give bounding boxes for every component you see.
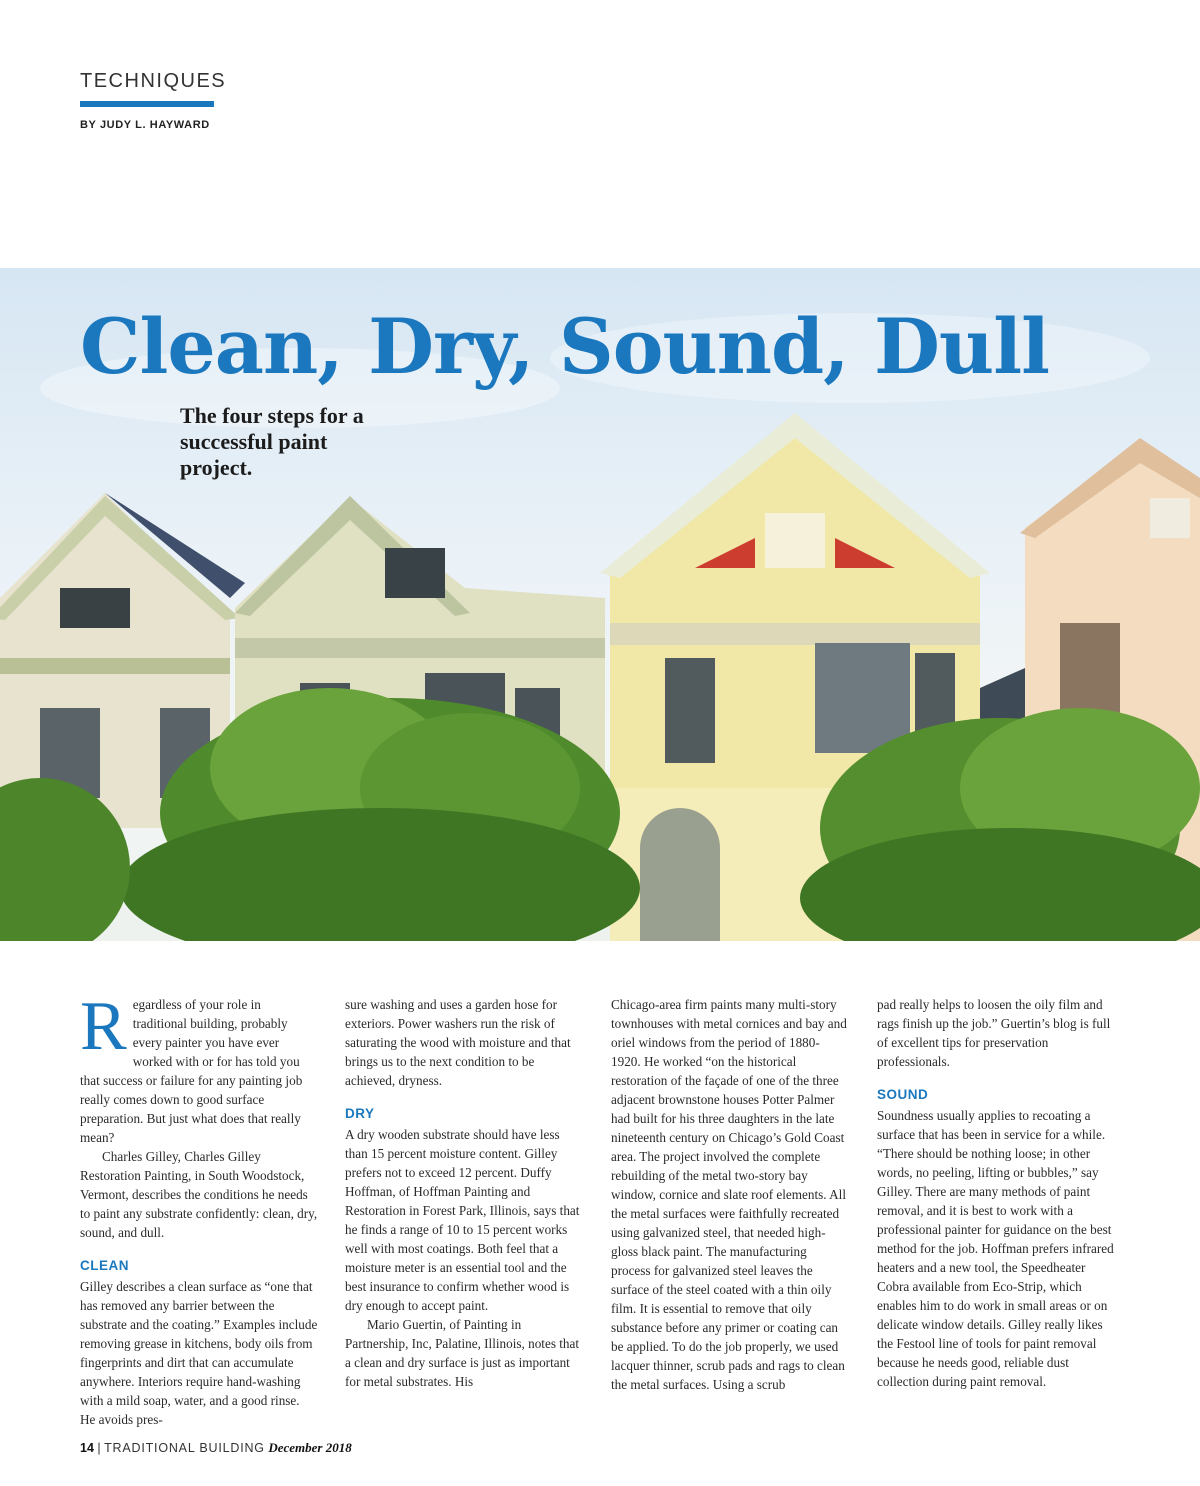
paragraph: sure washing and uses a garden hose for exteriors. Power washers run the risk of saturating the wood with moisture and that brings us to the next condition to be achieved, dryness. xyxy=(345,997,571,1088)
paragraph: A dry wooden substrate should have less than 15 percent moisture content. Gilley prefers not to exceed 12 percent. Duffy Hoffman, of Hoffman Painting and Restoration in Forest Park, Illinois, says that he finds a range of 10 to 15 percent works well with most coatings. Both feel that a moisture meter is an essential tool and the best insurance to confirm whether wood is dry enough to accept paint. xyxy=(345,1127,580,1313)
paragraph: pad really helps to loosen the oily film and rags finish up the job.” Guertin’s blog is full of excellent tips for preservation professionals. xyxy=(877,997,1111,1069)
byline: BY JUDY L. HAYWARD xyxy=(80,119,210,131)
column-1 xyxy=(80,988,318,1429)
article-deck: The four steps for a successful paint project. xyxy=(180,403,364,480)
page-footer xyxy=(80,1440,352,1456)
paragraph: Chicago-area firm paints many multi-story townhouses with metal cornices and bay and oriel windows from the period of 1880-1920. He worked “on the historical restoration of the façade of one of the three adjacent brownstone houses Potter Palmer had built for his three daughters in the late nineteenth century on Chicago’s Gold Coast area. The project involved the complete rebuilding of the metal two-story bay window, cornice and slate roof elements. All the metal surfaces were faithfully recreated using galvanized steel, that needed high-gloss black paint. The manufacturing process for galvanized steel leaves the surface of the steel coated with a thin oily film. It is essential to remove that oily substance before any primer or coating can be applied. To do the job properly, we used lacquer thinner, scrub pads and rags to clean the metal surfaces. Using a scrub xyxy=(611,997,847,1392)
page-number: 14 xyxy=(80,1441,94,1455)
paragraph: Charles Gilley, Charles Gilley Restoration Painting, in South Woodstock, Vermont, describes the conditions he needs to paint any substrate confidently: clean, dry, sound, and dull. xyxy=(80,1149,318,1240)
column-2 xyxy=(345,995,583,1391)
issue-date: December 2018 xyxy=(268,1440,352,1455)
subhead-clean: CLEAN xyxy=(80,1258,129,1273)
paragraph: Gilley describes a clean surface as “one that has removed any barrier between the substrate and the coating.” Examples include removing grease in kitchens, body oils from fingerprints and dirt that can accumulate anywhere. Interiors require hand-washing with a mild soap, water, and a good rinse. He avoids pres- xyxy=(80,1279,318,1427)
article-title: Clean, Dry, Sound, Dull xyxy=(80,302,1049,391)
dropcap: R xyxy=(80,988,127,1065)
column-4 xyxy=(877,995,1115,1391)
footer-separator: | xyxy=(97,1441,101,1455)
paragraph: Soundness usually applies to recoating a surface that has been in service for a while. “There should be nothing loose; in other words, no peeling, lifting or bubbles,” say Gilley. There are many methods of paint removal, and it is best to work with a professional painter for guidance on the best method for the job. Hoffman prefers infrared heaters and a new tool, the Speedheater Cobra available from Eco-Strip, which enables him to do work in small areas or on delicate window details. Gilley really likes the Festool line of tools for paint removal because he needs good, reliable dust collection during paint removal. xyxy=(877,1108,1114,1389)
column-3 xyxy=(611,995,849,1394)
section-label: TECHNIQUES xyxy=(80,70,214,107)
publication-name: TRADITIONAL BUILDING xyxy=(104,1441,265,1455)
subhead-sound: SOUND xyxy=(877,1087,929,1102)
paragraph: Mario Guertin, of Painting in Partnership, Inc, Palatine, Illinois, notes that a clean and dry surface is just as important for metal substrates. His xyxy=(345,1317,580,1389)
subhead-dry: DRY xyxy=(345,1106,375,1121)
intro-paragraph: Regardless of your role in traditional building, probably every painter you have ever worked with or for has told you that success or failure for any painting job really comes down to good surface preparation. But just what does that really mean? xyxy=(80,988,303,1145)
